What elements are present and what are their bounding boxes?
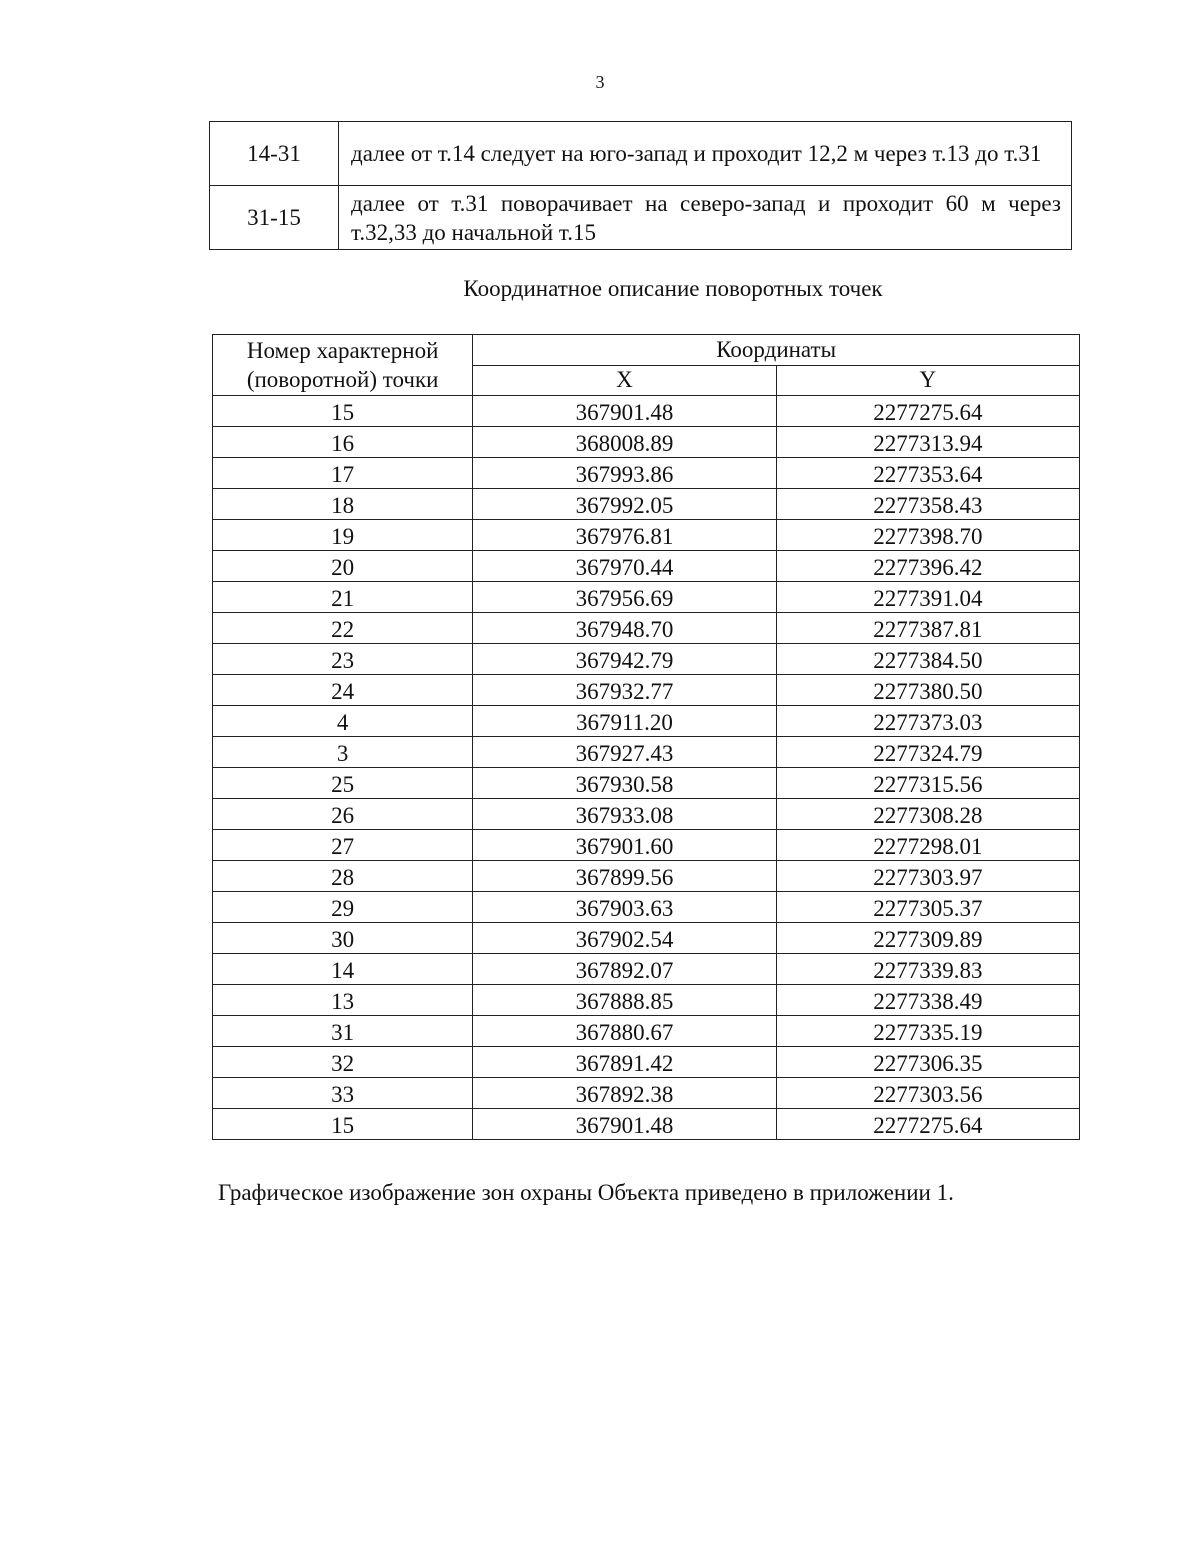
point-number-cell: 21 bbox=[213, 582, 473, 613]
point-number-cell: 30 bbox=[213, 923, 473, 954]
x-coordinate-cell: 367892.38 bbox=[473, 1078, 776, 1109]
x-coordinate-cell: 367976.81 bbox=[473, 520, 776, 551]
y-coordinate-cell: 2277308.28 bbox=[776, 799, 1079, 830]
y-coordinate-cell: 2277353.64 bbox=[776, 458, 1079, 489]
table-row bbox=[213, 1109, 1080, 1140]
table-row bbox=[213, 458, 1080, 489]
table-row bbox=[210, 186, 1072, 250]
table-row bbox=[213, 1047, 1080, 1078]
y-coordinate-cell: 2277303.56 bbox=[776, 1078, 1079, 1109]
x-coordinate-cell: 367902.54 bbox=[473, 923, 776, 954]
table-row bbox=[213, 923, 1080, 954]
table-row bbox=[213, 582, 1080, 613]
table-row bbox=[213, 830, 1080, 861]
y-coordinate-cell: 2277275.64 bbox=[776, 396, 1079, 427]
table-row bbox=[213, 768, 1080, 799]
x-coordinate-cell: 367903.63 bbox=[473, 892, 776, 923]
x-coordinate-cell: 367933.08 bbox=[473, 799, 776, 830]
appendix-note: Графическое изображение зон охраны Объекта приведено в приложении 1. bbox=[218, 1180, 954, 1205]
table-row bbox=[210, 122, 1072, 186]
y-coordinate-cell: 2277303.97 bbox=[776, 861, 1079, 892]
y-coordinate-cell: 2277339.83 bbox=[776, 954, 1079, 985]
point-number-cell: 16 bbox=[213, 427, 473, 458]
y-coordinate-cell: 2277358.43 bbox=[776, 489, 1079, 520]
x-coordinate-cell: 367992.05 bbox=[473, 489, 776, 520]
x-coordinate-cell: 367911.20 bbox=[473, 706, 776, 737]
x-coordinate-cell: 367948.70 bbox=[473, 613, 776, 644]
point-number-cell: 26 bbox=[213, 799, 473, 830]
table-row bbox=[213, 985, 1080, 1016]
table-row bbox=[213, 396, 1080, 427]
x-coordinate-cell: 367901.60 bbox=[473, 830, 776, 861]
x-coordinate-cell: 367970.44 bbox=[473, 551, 776, 582]
point-number-cell: 20 bbox=[213, 551, 473, 582]
point-number-cell: 18 bbox=[213, 489, 473, 520]
header-point-number: Номер характерной (поворотной) точки bbox=[213, 335, 473, 396]
page-number: 3 bbox=[595, 72, 605, 92]
table-row bbox=[213, 954, 1080, 985]
point-number-cell: 23 bbox=[213, 644, 473, 675]
y-coordinate-cell: 2277305.37 bbox=[776, 892, 1079, 923]
section-title: Координатное описание поворотных точек bbox=[463, 276, 883, 301]
x-coordinate-cell: 367901.48 bbox=[473, 1109, 776, 1140]
point-number-cell: 25 bbox=[213, 768, 473, 799]
segment-id: 14-31 bbox=[210, 122, 339, 186]
point-number-cell: 32 bbox=[213, 1047, 473, 1078]
x-coordinate-cell: 367927.43 bbox=[473, 737, 776, 768]
header-coordinates: Координаты bbox=[473, 335, 1080, 366]
point-number-cell: 29 bbox=[213, 892, 473, 923]
y-coordinate-cell: 2277309.89 bbox=[776, 923, 1079, 954]
header-y: Y bbox=[776, 365, 1079, 396]
table-row bbox=[213, 675, 1080, 706]
point-number-cell: 3 bbox=[213, 737, 473, 768]
x-coordinate-cell: 367901.48 bbox=[473, 396, 776, 427]
point-number-cell: 13 bbox=[213, 985, 473, 1016]
point-number-cell: 33 bbox=[213, 1078, 473, 1109]
segment-id: 31-15 bbox=[210, 186, 339, 250]
header-x: X bbox=[473, 365, 776, 396]
table-row bbox=[213, 706, 1080, 737]
table-row bbox=[213, 1078, 1080, 1109]
table-row bbox=[213, 737, 1080, 768]
route-segments-table bbox=[209, 121, 1072, 250]
point-number-cell: 17 bbox=[213, 458, 473, 489]
point-number-cell: 14 bbox=[213, 954, 473, 985]
point-number-cell: 15 bbox=[213, 396, 473, 427]
x-coordinate-cell: 367930.58 bbox=[473, 768, 776, 799]
point-number-cell: 19 bbox=[213, 520, 473, 551]
y-coordinate-cell: 2277275.64 bbox=[776, 1109, 1079, 1140]
coordinates-table bbox=[212, 334, 1080, 1140]
x-coordinate-cell: 367891.42 bbox=[473, 1047, 776, 1078]
table-row bbox=[213, 520, 1080, 551]
x-coordinate-cell: 367892.07 bbox=[473, 954, 776, 985]
y-coordinate-cell: 2277335.19 bbox=[776, 1016, 1079, 1047]
x-coordinate-cell: 367942.79 bbox=[473, 644, 776, 675]
table-row bbox=[213, 861, 1080, 892]
x-coordinate-cell: 368008.89 bbox=[473, 427, 776, 458]
y-coordinate-cell: 2277373.03 bbox=[776, 706, 1079, 737]
table-row bbox=[213, 644, 1080, 675]
table-row bbox=[213, 613, 1080, 644]
y-coordinate-cell: 2277313.94 bbox=[776, 427, 1079, 458]
y-coordinate-cell: 2277298.01 bbox=[776, 830, 1079, 861]
table-row bbox=[213, 489, 1080, 520]
x-coordinate-cell: 367993.86 bbox=[473, 458, 776, 489]
table-row bbox=[213, 1016, 1080, 1047]
x-coordinate-cell: 367956.69 bbox=[473, 582, 776, 613]
table-row bbox=[213, 799, 1080, 830]
point-number-cell: 24 bbox=[213, 675, 473, 706]
segment-description: далее от т.31 поворачивает на северо-запад и проходит 60 м через т.32,33 до начальной т.15 bbox=[339, 186, 1072, 250]
point-number-cell: 22 bbox=[213, 613, 473, 644]
y-coordinate-cell: 2277398.70 bbox=[776, 520, 1079, 551]
coordinates-body bbox=[213, 396, 1080, 1140]
y-coordinate-cell: 2277338.49 bbox=[776, 985, 1079, 1016]
point-number-cell: 28 bbox=[213, 861, 473, 892]
y-coordinate-cell: 2277396.42 bbox=[776, 551, 1079, 582]
y-coordinate-cell: 2277315.56 bbox=[776, 768, 1079, 799]
x-coordinate-cell: 367932.77 bbox=[473, 675, 776, 706]
point-number-cell: 15 bbox=[213, 1109, 473, 1140]
segment-description: далее от т.14 следует на юго-запад и проходит 12,2 м через т.13 до т.31 bbox=[339, 122, 1072, 186]
table-row bbox=[213, 551, 1080, 582]
table-row bbox=[213, 892, 1080, 923]
x-coordinate-cell: 367880.67 bbox=[473, 1016, 776, 1047]
table-row bbox=[213, 427, 1080, 458]
x-coordinate-cell: 367888.85 bbox=[473, 985, 776, 1016]
y-coordinate-cell: 2277324.79 bbox=[776, 737, 1079, 768]
point-number-cell: 27 bbox=[213, 830, 473, 861]
point-number-cell: 4 bbox=[213, 706, 473, 737]
y-coordinate-cell: 2277387.81 bbox=[776, 613, 1079, 644]
y-coordinate-cell: 2277380.50 bbox=[776, 675, 1079, 706]
point-number-cell: 31 bbox=[213, 1016, 473, 1047]
y-coordinate-cell: 2277306.35 bbox=[776, 1047, 1079, 1078]
y-coordinate-cell: 2277391.04 bbox=[776, 582, 1079, 613]
y-coordinate-cell: 2277384.50 bbox=[776, 644, 1079, 675]
x-coordinate-cell: 367899.56 bbox=[473, 861, 776, 892]
